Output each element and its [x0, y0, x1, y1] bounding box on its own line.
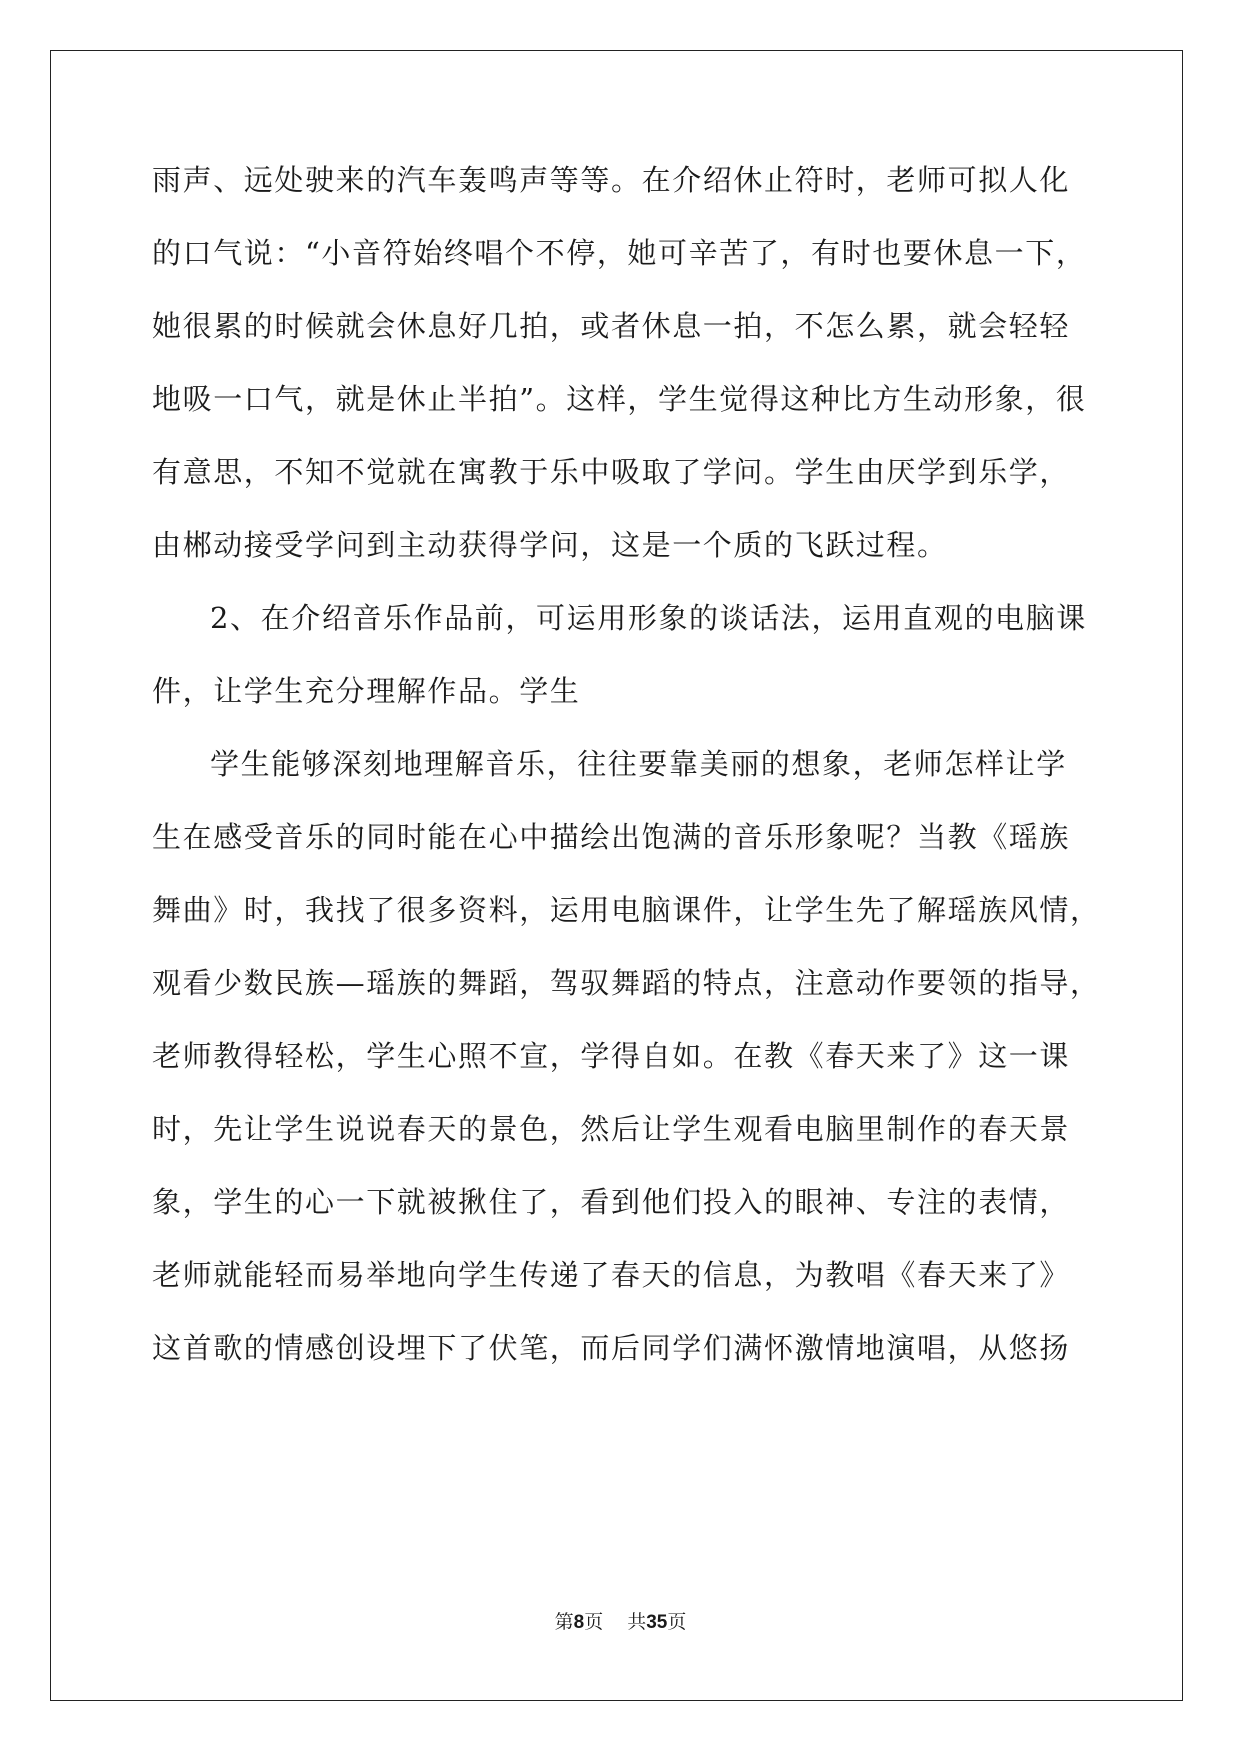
- paragraph-start-line: 学生能够深刻地理解音乐，往往要靠美丽的想象，老师怎样让学: [210, 747, 1067, 781]
- text-line: 她很累的时候就会休息好几拍，或者休息一拍，不怎么累，就会轻轻: [152, 309, 1071, 343]
- text-line: 观看少数民族—瑶族的舞蹈，驾驭舞蹈的特点，注意动作要领的指导，: [152, 966, 1101, 1000]
- page-suffix: 页: [584, 1611, 604, 1633]
- text-line: 雨声、远处驶来的汽车轰鸣声等等。在介绍休止符时，老师可拟人化: [152, 163, 1071, 197]
- text-line: 时，先让学生说说春天的景色，然后让学生观看电脑里制作的春天景: [152, 1112, 1071, 1146]
- text-line: 的口气说：“小音符始终唱个不停，她可辛苦了，有时也要休息一下，: [152, 236, 1087, 270]
- text-line: 老师教得轻松，学生心照不宣，学得自如。在教《春天来了》这一课: [152, 1039, 1071, 1073]
- page-number: 8: [573, 1612, 585, 1633]
- page-footer: [0, 1610, 1241, 1635]
- text-line: 生在感受音乐的同时能在心中描绘出饱满的音乐形象呢？当教《瑶族: [152, 820, 1071, 854]
- text-line: 老师就能轻而易举地向学生传递了春天的信息，为教唱《春天来了》: [152, 1258, 1071, 1292]
- text-line: 象，学生的心一下就被揪住了，看到他们投入的眼神、专注的表情，: [152, 1185, 1071, 1219]
- paragraph-start-line: 2、在介绍音乐作品前，可运用形象的谈话法，运用直观的电脑课: [210, 601, 1087, 635]
- page-prefix: 第: [554, 1611, 574, 1633]
- text-line: 这首歌的情感创设埋下了伏笔，而后同学们满怀激情地演唱，从悠扬: [152, 1331, 1071, 1365]
- text-line: 件，让学生充分理解作品。学生: [152, 674, 581, 708]
- text-line: 有意思，不知不觉就在寓教于乐中吸取了学问。学生由厌学到乐学，: [152, 455, 1071, 489]
- page-border: [50, 50, 1183, 1701]
- total-suffix: 页: [667, 1611, 687, 1633]
- text-line: 地吸一口气，就是休止半拍”。这样，学生觉得这种比方生动形象，很: [152, 382, 1087, 416]
- total-pages: 35: [646, 1612, 668, 1633]
- text-line: 由郴动接受学问到主动获得学问，这是一个质的飞跃过程。: [152, 528, 948, 562]
- text-line: 舞曲》时，我找了很多资料，运用电脑课件，让学生先了解瑶族风情，: [152, 893, 1101, 927]
- total-prefix: 共: [627, 1611, 647, 1633]
